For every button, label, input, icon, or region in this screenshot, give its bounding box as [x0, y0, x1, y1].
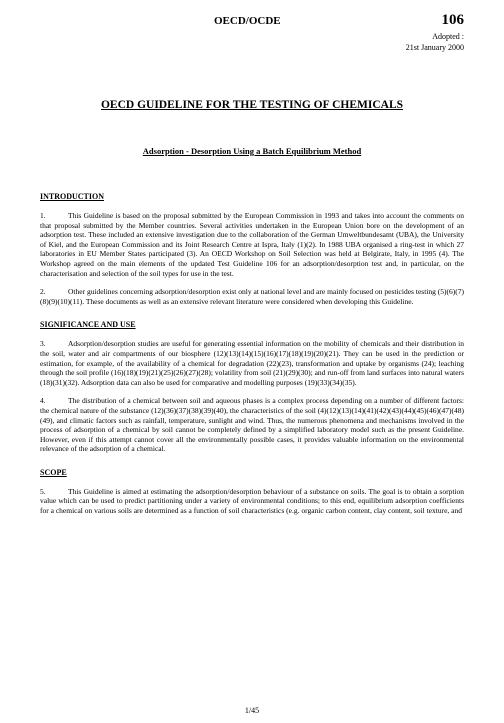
paragraph-number: 5.: [40, 486, 46, 496]
paragraph-text: This Guideline is aimed at estimating the adsorption/desorption behaviour of a substance on soils. The goal is to obtain a sorption value which can be used to predict partitioning under a variety of environmental conditions; to this end, equilibrium adsorption coefficients for a chemical on various soils are determined as a function of soil characteristics (e.g. organic carbon content, clay content, soil texture, and: [40, 486, 464, 516]
paragraph-number: 4.: [40, 396, 46, 406]
paragraph-number: 2.: [40, 287, 46, 297]
paragraph-1: [40, 211, 464, 278]
paragraph-number: 1.: [40, 211, 46, 220]
guideline-number: 106: [441, 12, 464, 28]
paragraph-text: Adsorption/desorption studies are useful for generating essential information on the mobility of chemicals and their distribution in the soil, water and air compartments of our biosphere (12)(13)(14)(15)(16)(17)(18)(19)(20)(21). They can be used in the prediction or estimation, for example, of the availability of a chemical for degradation (22)(23), transformation and uptake by organisms (24); leaching through the soil profile (16)(18)(19)(21)(25)(26)(27)(28); volatility from soil (21)(29)(30); and run-off from land surfaces into natural waters (18)(31)(32). Adsorption data can also be used for comparative and modelling purposes (19)(33)(34)(35).: [40, 339, 464, 387]
paragraph-2: [40, 287, 464, 306]
paragraph-number: 3.: [40, 339, 46, 349]
adopted-label: Adopted :: [432, 32, 464, 41]
section-heading-significance: SIGNIFICANCE AND USE: [40, 320, 136, 330]
paragraph-text: Other guidelines concerning adsorption/desorption exist only at national level and are mainly focused on pesticides testing (5)(6)(7)(8)(9)(10)(11). These documents as well as an extensive relevant literature were considered when developing this Guideline.: [40, 287, 464, 306]
paragraph-3: [40, 339, 464, 387]
paragraph-text: The distribution of a chemical between soil and aqueous phases is a complex process depending on a number of different factors: the chemical nature of the substance (12)(36)(37)(38)(39)(40), the characteristics of the soil (4)(12)(13)(14)(41)(42)(43)(44)(45)(46)(47)(48)(49), and climatic factors such as rainfall, temperature, sunlight and wind. Thus, the numerous phenomena and mechanisms involved in the process of adsorption of a chemical by soil cannot be completely defined by a simplified laboratory model such as the present Guideline. However, even if this attempt cannot cover all the environmentally possible cases, it provides valuable information on the environmental relevance of the adsorption of a chemical.: [40, 396, 464, 454]
section-heading-scope: SCOPE: [40, 467, 67, 477]
document-subtitle: Adsorption - Desorption Using a Batch Equilibrium Method: [142, 146, 362, 156]
section-heading-introduction: INTRODUCTION: [40, 192, 105, 201]
organization-header: OECD/OCDE: [214, 15, 281, 27]
paragraph-4: [40, 396, 464, 454]
adopted-date: 21st January 2000: [405, 43, 464, 52]
document-body: [40, 192, 464, 516]
document-title: OECD GUIDELINE FOR THE TESTING OF CHEMICALS: [100, 99, 404, 111]
page-number: 1/45: [244, 706, 260, 715]
paragraph-text: This Guideline is based on the proposal submitted by the European Commission in 1993 and takes into account the comments on that proposal submitted by the Member countries. Several activities undertaken in the European Union bore on the development of an adsorption test. These included an extensive investigation due to the collaboration of the German Umweltbundesamt (UBA), the University of Kiel, and the European Commission and its Joint Research Centre at Ispra, Italy (1)(2). In 1988 UBA organised a ring-test in which 27 laboratories in EU Member States participated (3). An OECD Workshop on Soil Selection was held at Belgirate, Italy, in 1995 (4). The Workshop agreed on the main elements of the updated Test Guideline 106 for an adsorption/desorption test and, in particular, on the characterisation and selection of the soil types for use in the test.: [40, 211, 464, 278]
paragraph-5: [40, 487, 464, 516]
